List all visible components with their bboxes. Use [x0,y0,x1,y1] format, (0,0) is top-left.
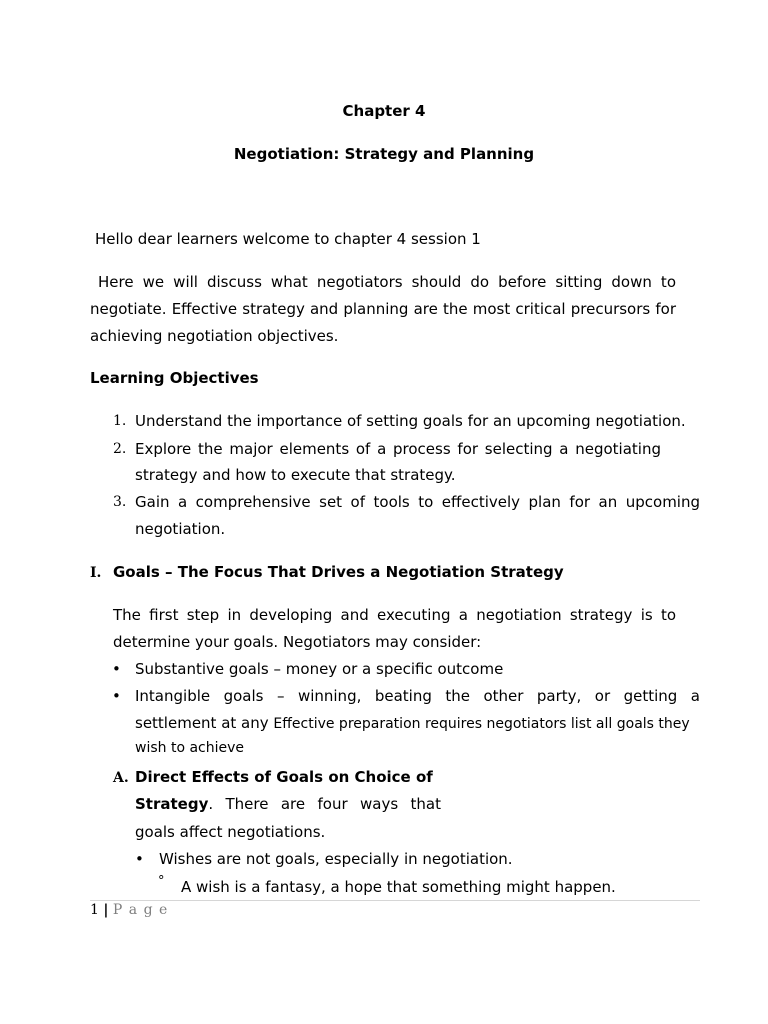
section-paragraph-line2: determine your goals. Negotiators may consider: [113,633,482,651]
chapter-title: Chapter 4 [342,102,426,120]
intro-paragraph-line3: achieving negotiation objectives. [90,327,339,345]
bullet-line2-end: Effective preparation requires negotiators list all goals they [273,716,690,732]
footer-divider [90,900,700,901]
subsection-heading-bold: Strategy [135,795,209,813]
bullet-item-intangible-line3: wish to achieve [135,740,245,756]
objective-item-1-line1: Understand the importance of setting goals for an upcoming negotiation. [135,412,686,430]
objective-number: 2. [113,441,127,457]
bullet-item-intangible-line1: Intangible goals – winning, beating the other party, or getting a [135,687,700,705]
sub-bullet-icon: ° [158,874,165,889]
bullet-icon: • [135,850,144,868]
objective-item-2-line2: strategy and how to execute that strategy. [135,466,456,484]
objective-item-3-line1: Gain a comprehensive set of tools to effectively plan for an upcoming [135,493,700,511]
footer-separator: | [103,902,109,918]
page-number: 1 [90,902,99,918]
bullet-icon: • [112,660,121,678]
subsection-heading-line2 [135,795,441,813]
section-paragraph-line1: The first step in developing and executing a negotiation strategy is to [113,606,676,624]
bullet-item-substantive: Substantive goals – money or a specific outcome [135,660,504,678]
page-label: P a g e [112,902,169,918]
objective-item-2-line1: Explore the major elements of a process for selecting a negotiating [135,440,661,458]
subsection-letter: A. [113,770,129,786]
section-number: I. [90,565,102,581]
bullet-item-intangible-line2 [135,714,700,732]
intro-paragraph-line2: negotiate. Effective strategy and planning are the most critical precursors for [90,300,676,318]
subsection-line3: goals affect negotiations. [135,823,326,841]
objective-number: 3. [113,494,127,510]
objective-number: 1. [113,413,127,429]
section-heading: Goals – The Focus That Drives a Negotiation Strategy [113,563,564,581]
subsection-bullet-wishes: Wishes are not goals, especially in negotiation. [159,850,513,868]
objective-item-3-line2: negotiation. [135,520,226,538]
intro-paragraph-line1: Here we will discuss what negotiators should do before sitting down to [98,273,676,291]
subsection-heading-rest: . There are four ways that [208,795,441,813]
subsection-heading-line1: Direct Effects of Goals on Choice of [135,768,433,786]
bullet-icon: • [112,687,121,705]
page-footer [90,902,168,918]
objectives-heading: Learning Objectives [90,369,259,387]
bullet-line2-start: settlement at any [135,714,269,732]
greeting-text: Hello dear learners welcome to chapter 4 session 1 [95,230,481,248]
chapter-subtitle: Negotiation: Strategy and Planning [233,145,535,163]
sub-bullet-wish-fantasy: A wish is a fantasy, a hope that something might happen. [181,878,616,896]
